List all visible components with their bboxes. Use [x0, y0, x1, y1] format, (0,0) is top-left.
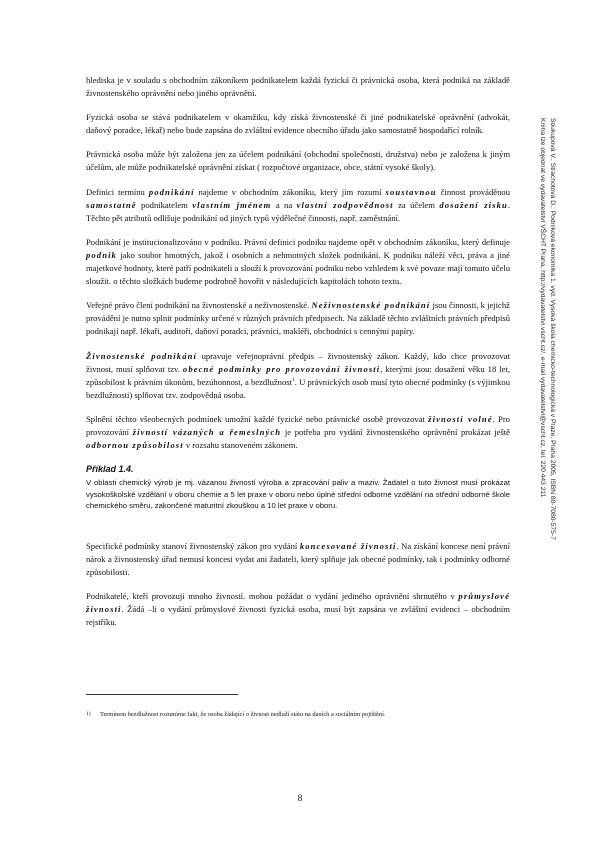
text-run: . U právnických osob musí tyto obecné podmínky (s výjimkou bezdlužnosti) splňovat tzv. zodpovědná osoba.	[86, 376, 510, 400]
text-run: . Na získání koncese není právní nárok a živnostenský úřad nemusí koncesi vydat ani žadateli, který splňuje jak obecné podmínky, tak i podmínky odborné způsobilosti.	[86, 540, 510, 578]
text-run: Podnikání je institucionalizováno v podniku. Právní definici podniku najdeme opět v obchodním zákoníku, který definuje	[86, 236, 510, 247]
text-run: za účelem	[393, 199, 440, 210]
footnote-ref: 1	[292, 376, 295, 383]
text-run: Definici termínu	[86, 186, 149, 197]
paragraph	[86, 111, 510, 137]
paragraphs-before-example	[86, 74, 510, 452]
emphasized-term: podnikání	[148, 186, 195, 197]
emphasized-term: živnosti volné	[428, 413, 493, 424]
emphasized-term: soustavnou	[385, 186, 437, 197]
example-body: V oblasti chemický výrob je mj. vázanou živností výroba a zpracování paliv a maziv. Žadatel o tuto živnost musí prokázat vysokoškolské vzdělání v oboru chemie a 5 let praxe v oboru nebo úplné střední odborné vzdělání na střední odborné škole chemického směru, zakončené maturitní zkouškou a 10 let praxe v oboru.	[86, 478, 510, 511]
emphasized-term: vlastní zodpovědnost	[296, 199, 394, 210]
paragraph	[86, 350, 510, 402]
paragraph	[86, 236, 510, 288]
emphasized-term: Neživnostenské podnikání	[311, 300, 431, 311]
emphasized-term: podnik	[86, 249, 117, 260]
footnote-number: 1)	[86, 711, 91, 717]
text-run: Splnění těchto všeobecných podmínek umožní každé fyzické nebo právnické osobě provozovat	[86, 413, 429, 424]
text-run: Fyzická osoba se stává podnikatelem v okamžiku, kdy získá živnostenské či jiné podnikatelské oprávnění (advokát, daňový poradce, lékař) nebo bude zapsána do zvláštní evidence obecního úřadu jako samostatně hospodařící rolník.	[86, 112, 510, 136]
paragraph	[86, 148, 510, 174]
paragraph	[86, 186, 510, 225]
paragraphs-after-example	[86, 540, 510, 630]
emphasized-term: obecné podmínky pro provozování živnosti	[182, 363, 381, 374]
text-run: Právnická osoba může být založena jen za účelem podnikání (obchodní společnosti, družstva) nebo je založena k jiným účelům, ale může podnikatelské oprávnění získat ( rozpočtové organizace, obce, státní vysoké školy).	[86, 149, 510, 173]
page-number: 8	[297, 794, 303, 804]
text-run: a na	[271, 199, 297, 210]
emphasized-term: vlastním jménem	[192, 199, 272, 210]
text-run: v rozsahu stanoveném zákonem.	[183, 440, 298, 451]
text-run: podnikatelem	[136, 199, 193, 210]
text-run: Specifické podmínky stanoví živnostenský zákon pro vydání	[86, 540, 300, 551]
text-run: , kterými jsou: dosažení věku 18 let, způsobilost k právním úkonům, bezúhonnost, a bezdlužnost	[86, 363, 510, 387]
footnote-text: Termínem bezdlužnost rozumíme fakt, že osoba žádající o živnost nedluží státu na daních a sociálním pojištění.	[100, 711, 386, 718]
emphasized-term: průmyslové živnosti	[86, 591, 510, 615]
sidebar-order-info: Kniha lze objednat ve vydavatelství VŠCHT Praha, http://vydavatelstvi.vscht.cz/, e-mail vydavatelstvi@vscht.cz, tel. 220 443 211	[539, 118, 546, 498]
text-run: Podnikatelé, kteří provozují mnoho živností. mohou požádat o vydání jediného oprávnění shrnutého v	[86, 591, 459, 602]
emphasized-term: koncesované živnosti	[299, 540, 397, 551]
text-run: upravuje veřejnoprávní předpis – živnostenský zákon. Každý, kdo chce provozovat živnost, musí splňovat tzv.	[86, 350, 510, 374]
text-run: . Těchto pět atributů odlišuje podnikání od jiných typů výdělečné činnosti, např. zaměstnání.	[86, 199, 511, 223]
example-title: Příklad 1.4.	[86, 464, 134, 475]
text-run: . Žádá –li o vydání průmyslové živnosti fyzická osoba, musí být zapsána ve zvláštní evidenci – obchodním rejstříku.	[86, 604, 510, 628]
paragraph	[86, 74, 510, 100]
emphasized-term: živností vázaných a řemeslných	[132, 426, 282, 437]
text-run: najdeme v obchodním zákoníku, který jím rozumí	[194, 186, 386, 197]
footnote-rule	[86, 694, 238, 695]
text-run: je potřeba pro vydání živnostenského oprávnění prokázat ještě	[281, 426, 510, 437]
paragraph	[86, 590, 510, 629]
text-run: činnost prováděnou	[436, 186, 510, 197]
paragraph	[86, 540, 510, 579]
emphasized-term: dosažení zisku	[439, 199, 508, 210]
emphasized-term: odbornou způsobilost	[86, 440, 184, 451]
text-run: hlediska je v souladu s obchodním zákoníkem podnikatelem každá fyzická či právnická osoba, která podniká na základě živnostenského oprávnění nebo jiného oprávnění.	[86, 75, 510, 99]
main-text	[86, 74, 510, 641]
text-run: Veřejné právo člení podnikání na živnostenské a neživnostenské.	[86, 300, 312, 311]
text-run: jako soubor hmotných, jakož i osobních a nehmotných složek podnikání. K podniku náleží věci, práva a jiné majetkové hodnoty, které patří podnikateli a slouží k provozování podniku nebo vzhledem k své povaze mají tomuto účelu sloužit. o těchto složkách budeme podrobně hovořit v následujících kapitolách tohoto textu.	[86, 249, 510, 287]
publisher-sidebar	[515, 118, 557, 678]
text-run: . Pro provozování	[86, 413, 510, 437]
emphasized-term: samostatně	[86, 199, 137, 210]
sidebar-citation: Soukupová V., Strachotová D.: Podniková ekonomika 1. vyd. Vysoká škola chemicko-technologická v Praze, Praha 2005, ISBN 80-7080-575-7	[549, 118, 556, 540]
example-box	[86, 464, 510, 512]
paragraph	[86, 299, 510, 338]
paragraph	[86, 413, 510, 452]
text-run: jsou činnosti, k jejichž provádění je nutno splnit podmínky určené v různých právních předpisech. Na základě těchto zvláštních právních předpisů podnikají např. lékaři, auditoři, daňoví poradci, právníci, makléři, obchodníci s cennými papíry.	[86, 300, 510, 337]
footnote	[86, 710, 526, 719]
emphasized-term: Živnostenské podnikání	[86, 350, 197, 361]
